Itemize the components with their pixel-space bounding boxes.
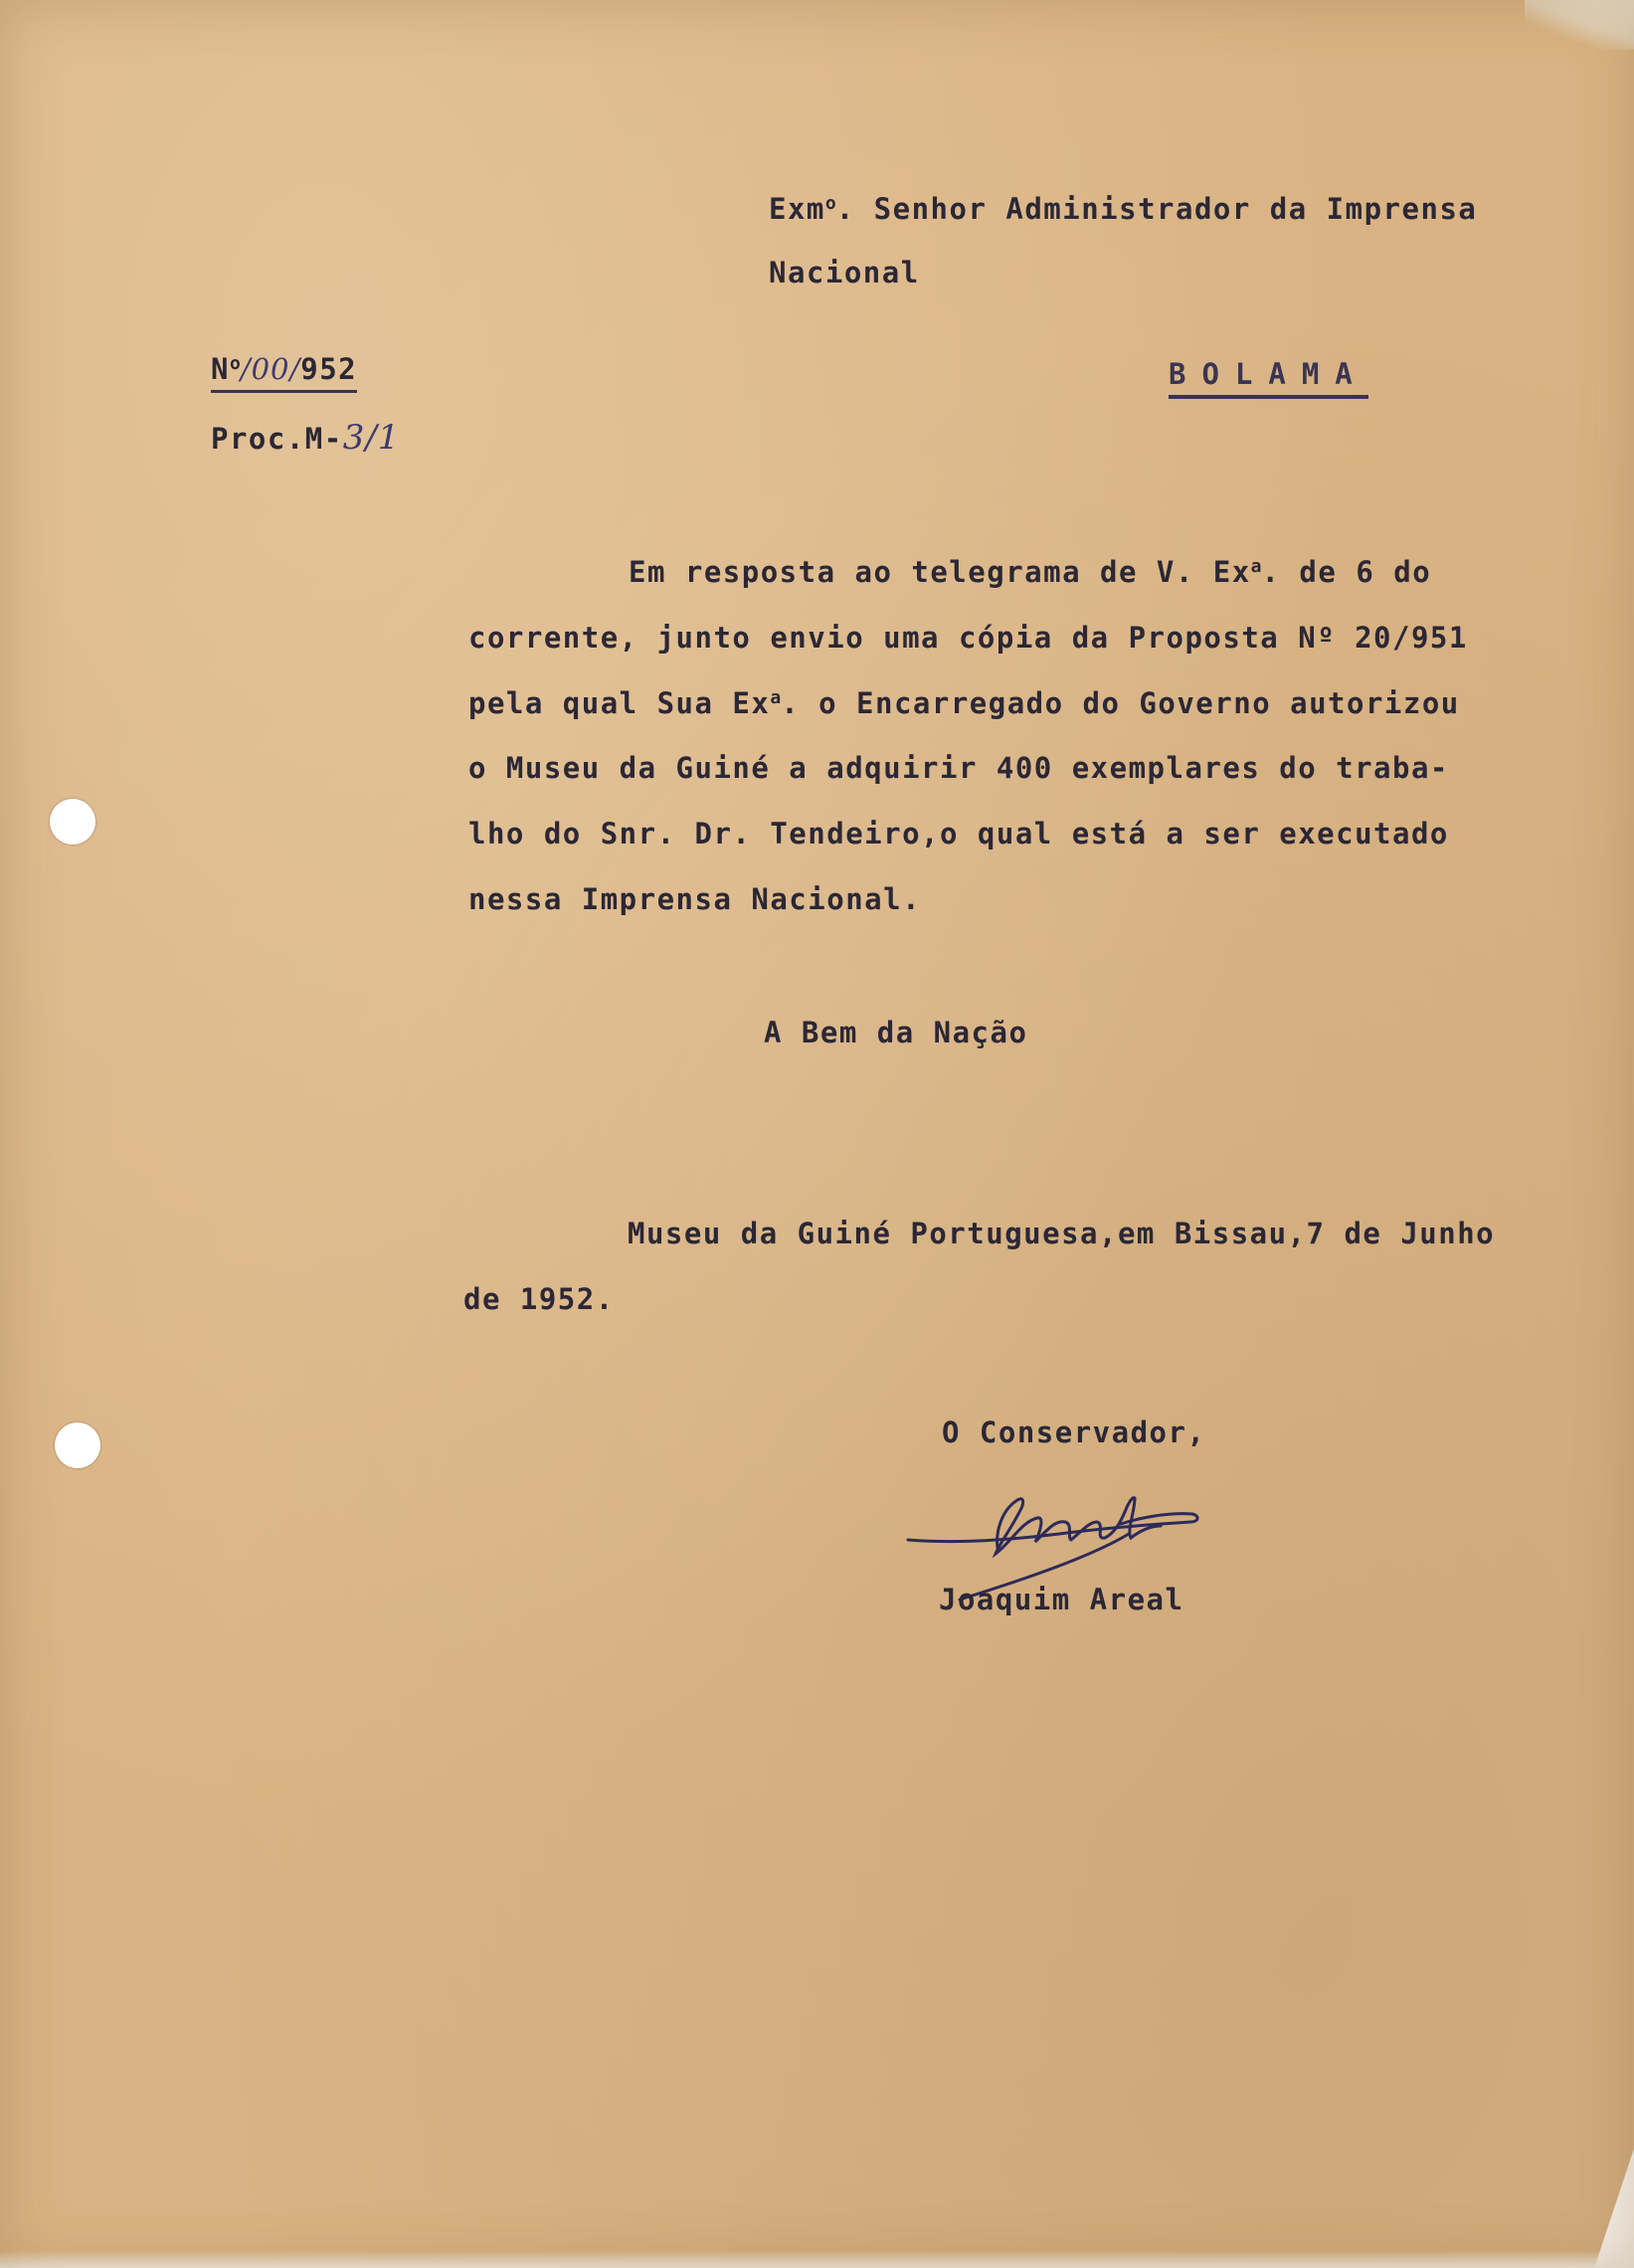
process-number: Proc.M-3/1: [211, 418, 401, 458]
paper-bottom-edge: [0, 2250, 1634, 2268]
recipient-line-1: Exm$^o$. Senhor Administrador da Imprensa: [769, 192, 1478, 226]
signoff-name: Joaquim Areal: [939, 1583, 1184, 1616]
date-place-line-2: de 1952.: [463, 1282, 615, 1316]
punch-hole-bottom: [55, 1422, 100, 1468]
signoff-title: O Conservador,: [942, 1416, 1206, 1449]
body-line-6: nessa Imprensa Nacional.: [468, 882, 922, 916]
recipient-line-2: Nacional: [769, 256, 920, 289]
body-line-5: lho do Snr. Dr. Tendeiro,o qual está a ser executado: [468, 817, 1449, 850]
punch-hole-top: [50, 799, 95, 845]
body-line-2: corrente, junto envio uma cópia da Proposta Nº 20/951: [468, 621, 1468, 655]
date-place-line-1: Museu da Guiné Portuguesa,em Bissau,7 de Junho: [628, 1217, 1496, 1250]
destination-bolama: BOLAMA: [1169, 360, 1368, 399]
body-line-3: pela qual Sua Ex$^a$. o Encarregado do Governo autorizou: [468, 686, 1460, 720]
salutation: A Bem da Nação: [764, 1016, 1028, 1049]
body-line-1: Em resposta ao telegrama de V. Ex$^a$. de 6 do: [629, 555, 1432, 589]
paper-tear: [1594, 2149, 1634, 2268]
paper-corner-fold: [1525, 0, 1634, 50]
body-line-4: o Museu da Guiné a adquirir 400 exemplares do traba-: [468, 751, 1449, 785]
reference-number: $N^o/00/952$: [211, 355, 357, 384]
